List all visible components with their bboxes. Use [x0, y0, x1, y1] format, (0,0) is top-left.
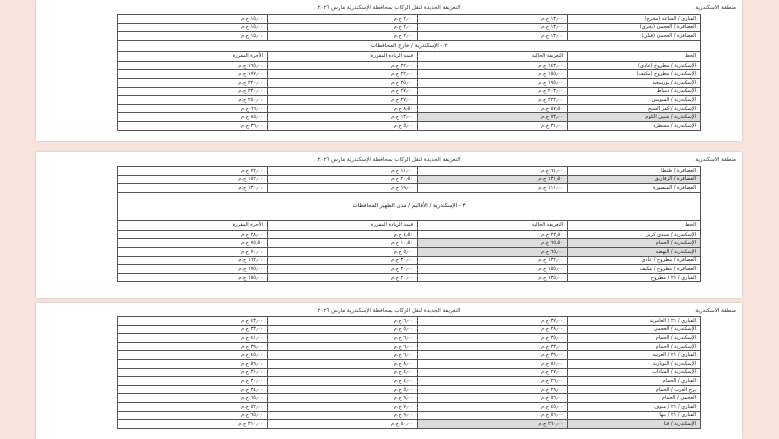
fare-cell: ١٥٫٠٠ ج.م — [118, 23, 268, 32]
fare-cell: ١٣٠٫٠٠ ج.م — [118, 184, 268, 193]
table-row — [118, 121, 701, 130]
table-row — [118, 87, 701, 96]
fare-cell: ٦٦٫٠٠ ج.م — [118, 104, 268, 113]
table-row — [118, 78, 701, 87]
table-row — [118, 175, 701, 184]
fare-cell: ٢٥٫٠٠ ج.م — [268, 78, 418, 87]
route-cell: برج العرب / الحمام — [568, 385, 701, 394]
route-cell: الإسكندرية / مسطرد — [568, 121, 701, 130]
fare-cell: ٩٫٠٠ ج.م — [268, 394, 418, 403]
fare-cell: ٢٣٠٫٠٠ ج.م — [118, 87, 268, 96]
fare-cell: ٣٣٫٠٠ ج.م — [118, 325, 268, 334]
table-row — [118, 256, 701, 265]
route-cell: الإسكندرية / السويس — [568, 96, 701, 105]
fare-cell: ١٩٥٫٠٠ ج.م — [418, 78, 568, 87]
fare-cell: ٣٦٫٠٠ ج.م — [118, 121, 268, 130]
table-row — [118, 334, 701, 343]
fare-cell: ٢٫٠٠ ج.م — [268, 32, 418, 41]
page-title: التعريفة الجديدة لنقل الركاب بمحافظة الإسكندرية مارس ٢٠٢٦ — [317, 5, 461, 11]
fare-cell: ٨٥٫٠٠ ج.م — [118, 113, 268, 122]
fare-cell: ١٥٥٫٠٠ ج.م — [418, 265, 568, 274]
table-row — [118, 15, 701, 24]
table-row — [118, 317, 701, 326]
document-page-3 — [36, 303, 742, 439]
table-row — [118, 70, 701, 79]
fare-cell: ٣٥٫٠٠ ج.م — [418, 334, 568, 343]
fare-cell: ١٥٫٠٠ ج.م — [118, 15, 268, 24]
route-cell: الإسكندرية / قنا — [568, 420, 701, 429]
table-row — [118, 377, 701, 386]
fare-cell: ١٦٢٫٠٠ ج.م — [118, 256, 268, 265]
fare-cell: ٢٨٫٠٠ ج.م — [418, 325, 568, 334]
fare-cell: ٣٤٫٠٠ ج.م — [118, 385, 268, 394]
route-cell: العصافرة / الزقازيق — [568, 175, 701, 184]
route-cell: الإسكندرية / بورسعيد — [568, 78, 701, 87]
fare-cell: ١٣٫٠٠ ج.م — [268, 113, 418, 122]
fare-cell: ٤١٫٠٠ ج.م — [118, 334, 268, 343]
column-header: الخط — [568, 51, 701, 61]
header-row — [118, 51, 701, 61]
fare-cell: ٣١٫٠٠ ج.م — [418, 121, 568, 130]
fare-cell: ٢٨٫٠٠ ج.م — [118, 230, 268, 239]
table-row — [118, 273, 701, 282]
fare-cell: ١٥٥٫٠٠ ج.م — [418, 70, 568, 79]
fare-cell: ٧٠٫٠٠ ج.م — [118, 247, 268, 256]
fare-cell: ٣٠٫٠٠ ج.م — [118, 377, 268, 386]
column-header: قيمة الزيادة المقررة — [268, 220, 418, 230]
fare-cell: ١٣٥٫٠٠ ج.م — [418, 273, 568, 282]
fare-cell: ٤٫٥٠ ج.م — [268, 230, 418, 239]
section-heading: ٣ - الإسكندرية / الأقاليم / مدن الظهير المحافظات — [118, 192, 701, 220]
fare-cell: ٢٠٫٠٠ ج.م — [268, 273, 418, 282]
fare-cell: ١٣١٫٥٠ ج.م — [418, 175, 568, 184]
region-label: منطقة الاسكندرية — [695, 5, 736, 11]
fare-cell: ٣٠٫٠٠ ج.م — [268, 256, 418, 265]
route-cell: العصافرة / مطروح / مكيف — [568, 265, 701, 274]
route-cell: العجمي / الحمام — [568, 394, 701, 403]
fare-cell: ٢٢٫٠٠ ج.م — [268, 70, 418, 79]
table-row — [118, 368, 701, 377]
route-cell: الإسكندرية / السادات — [568, 368, 701, 377]
fare-cell: ٢٦٫٠٠ ج.م — [418, 377, 568, 386]
fare-cell: ٢٥٠٫٠٠ ج.م — [118, 96, 268, 105]
column-header: الأجرة المقررة — [118, 51, 268, 61]
route-cell: القباري / الحمام — [568, 377, 701, 386]
fare-cell: ٦٫٠٠ ج.م — [268, 334, 418, 343]
table-row — [118, 265, 701, 274]
fare-cell: ٥٫٠٠ ج.م — [268, 247, 418, 256]
table-row — [118, 167, 701, 176]
column-header: التعريفة الحالية — [418, 51, 568, 61]
fare-cell: ٣٣٫٠٠ ج.م — [418, 342, 568, 351]
table-row — [118, 342, 701, 351]
fare-cell: ٣١٠٫٠٠ ج.م — [118, 420, 268, 429]
fare-cell: ٨٫٠٠ ج.م — [268, 359, 418, 368]
fare-cell: ٢٧٫٠٠ ج.م — [268, 96, 418, 105]
route-cell: القباري / ٢١ / مطروح — [568, 273, 701, 282]
fare-cell: ١٣٫٠٠ ج.م — [418, 15, 568, 24]
table-row — [118, 184, 701, 193]
fare-cell: ٣٩٫٠٠ ج.م — [118, 342, 268, 351]
table-row — [118, 385, 701, 394]
route-cell: الإسكندرية / مطروح (مكيف) — [568, 70, 701, 79]
table-row — [118, 359, 701, 368]
table-row — [118, 23, 701, 32]
table-row — [118, 325, 701, 334]
route-cell: القباري / ٢١ / الغربية — [568, 351, 701, 360]
fare-cell: ٦٫٠٠ ج.م — [268, 317, 418, 326]
fare-cell: ٤٫٠٠ ج.م — [268, 377, 418, 386]
fare-cell: ٢٧٫٠٠ ج.م — [268, 87, 418, 96]
table-row — [118, 230, 701, 239]
route-cell: العصافرة / العجمي (قبلي) — [568, 32, 701, 41]
fare-cell: ٢٢٠٫٠٠ ج.م — [118, 78, 268, 87]
fare-cell: ٦٥٫٠٠ ج.م — [118, 394, 268, 403]
fare-cell: ٩٫٠٠ ج.م — [268, 411, 418, 420]
fare-cell: ٥٧٫٥٠ ج.م — [418, 104, 568, 113]
region-label: منطقة الاسكندرية — [695, 157, 736, 163]
fare-cell: ١٥٥٫٠٠ ج.م — [118, 273, 268, 282]
route-cell: الإسكندرية / النهضة — [568, 247, 701, 256]
table-row — [118, 402, 701, 411]
table-row — [118, 351, 701, 360]
table-row — [118, 394, 701, 403]
fare-cell: ٤٥٫٠٠ ج.م — [418, 402, 568, 411]
fare-cell: ٦١٫٠٠ ج.م — [418, 167, 568, 176]
fare-cell: ٢٠٫٥٠ ج.م — [268, 175, 418, 184]
fare-cell: ٦٫٠٠ ج.م — [268, 342, 418, 351]
fare-cell: ٦٥٫٠٠ ج.م — [418, 247, 568, 256]
column-header: الخط — [568, 220, 701, 230]
table-row — [118, 61, 701, 70]
table-row — [118, 247, 701, 256]
fare-cell: ٧٢٫٠٠ ج.م — [118, 167, 268, 176]
fare-cell: ١٧٥٫٠٠ ج.م — [118, 265, 268, 274]
route-cell: الإسكندرية / الحمام — [568, 334, 701, 343]
section-row — [118, 40, 701, 51]
table-row — [118, 104, 701, 113]
fare-cell: ٥٫٠٠ ج.م — [268, 325, 418, 334]
route-cell: العصافرة / المنصورة — [568, 184, 701, 193]
fare-cell: ١٣٫٠٠ ج.م — [418, 32, 568, 41]
fare-cell: ٥١٫٠٠ ج.م — [418, 359, 568, 368]
region-label: منطقة الاسكندرية — [695, 308, 736, 314]
fare-cell: ٢٠٣٫٠٠ ج.م — [418, 87, 568, 96]
route-cell: القباري / ٢١ / منوف — [568, 402, 701, 411]
fare-cell: ١١٫٠٠ ج.م — [268, 167, 418, 176]
fare-cell: ٥٦٫٠٠ ج.م — [418, 394, 568, 403]
fare-cell: ١٦٥٫٠٠ ج.م — [118, 61, 268, 70]
fare-cell: ١٠٫٥٠ ج.م — [268, 239, 418, 248]
fare-cell: ٢٠٫٠٠ ج.م — [268, 265, 418, 274]
route-cell: العصافرة / مطروح / عادي — [568, 256, 701, 265]
route-cell: الإسكندرية / العجمي — [568, 325, 701, 334]
fare-table — [117, 14, 701, 131]
column-header: التعريفة الحالية — [418, 220, 568, 230]
fare-table — [117, 316, 701, 429]
document-page-2 — [36, 152, 742, 298]
route-cell: الإسكندرية / كفر الشيخ — [568, 104, 701, 113]
fare-cell: ٢٢٣٫٠٠ ج.م — [418, 96, 568, 105]
fare-cell: ٥٫٠٠ ج.م — [268, 121, 418, 130]
fare-cell: ٢٩٫٠٠ ج.م — [418, 385, 568, 394]
column-header: قيمة الزيادة المقررة — [268, 51, 418, 61]
fare-cell: ٥٠٫٠٠ ج.م — [268, 420, 418, 429]
fare-cell: ٨٫٥٠ ج.م — [268, 104, 418, 113]
section-heading: ٢ - الإسكندرية / خارج المحافظات — [118, 40, 701, 51]
header-row — [118, 220, 701, 230]
fare-cell: ١٥٢٫٠٠ ج.م — [118, 175, 268, 184]
route-cell: الإسكندرية / دمياط — [568, 87, 701, 96]
route-cell: القباري / الساعة (مخرج) — [568, 15, 701, 24]
fare-cell: ٤٫٠٠ ج.م — [268, 368, 418, 377]
fare-cell: ٧٫٠٠ ج.م — [268, 402, 418, 411]
fare-cell: ٢٣٫٥٠ ج.م — [418, 230, 568, 239]
route-cell: العصافرة / العجمي (بحري) — [568, 23, 701, 32]
fare-cell: ١٧٧٫٠٠ ج.م — [118, 70, 268, 79]
fare-cell: ٦٫٠٠ ج.م — [268, 351, 418, 360]
table-row — [118, 32, 701, 41]
fare-cell: ٤٣٫٠٠ ج.م — [118, 317, 268, 326]
fare-cell: ١٣٫٠٠ ج.م — [418, 23, 568, 32]
fare-cell: ٢٫٠٠ ج.م — [268, 23, 418, 32]
fare-cell: ٦٥٫٠٠ ج.م — [118, 411, 268, 420]
route-cell: القباري / ٢١ / العامرية — [568, 317, 701, 326]
route-cell: الإسكندرية / سيدي كرير — [568, 230, 701, 239]
route-cell: الإسكندرية / الحمام — [568, 342, 701, 351]
route-cell: الإسكندرية / شبين الكوم — [568, 113, 701, 122]
fare-cell: ٥٩٫٠٠ ج.م — [118, 359, 268, 368]
table-row — [118, 239, 701, 248]
fare-cell: ١٣٢٫٠٠ ج.م — [418, 256, 568, 265]
fare-cell: ٣٩٫٠٠ ج.م — [418, 351, 568, 360]
page-title: التعريفة الجديدة لنقل الركاب بمحافظة الإسكندرية مارس ٢٠٢٦ — [317, 157, 461, 163]
fare-cell: ٥٫٠٠ ج.م — [268, 385, 418, 394]
fare-cell: ٦٥٫٥٠ ج.م — [418, 239, 568, 248]
route-cell: القباري / ٢١ / بنها — [568, 411, 701, 420]
table-row — [118, 411, 701, 420]
fare-cell: ٢٫٠٠ ج.م — [268, 15, 418, 24]
fare-cell: ٧٣٫٠٠ ج.م — [418, 113, 568, 122]
route-cell: الإسكندرية / النوبارية — [568, 359, 701, 368]
fare-cell: ١٤٣٫٠٠ ج.م — [418, 61, 568, 70]
fare-cell: ٣٧٫٠٠ ج.م — [418, 317, 568, 326]
fare-cell: ٢٦٠٫٠٠ ج.م — [418, 420, 568, 429]
section-row — [118, 192, 701, 220]
fare-cell: ١٩٫٠٠ ج.م — [268, 184, 418, 193]
fare-cell: ٢٧٫٠٠ ج.م — [418, 368, 568, 377]
table-row — [118, 420, 701, 429]
fare-cell: ٥٢٫٠٠ ج.م — [118, 402, 268, 411]
route-cell: العصافرة / طنطا — [568, 167, 701, 176]
document-page-1 — [36, 0, 742, 141]
fare-table — [117, 166, 701, 282]
fare-cell: ٥٦٫٠٠ ج.م — [418, 411, 568, 420]
fare-cell: ٣١٫٠٠ ج.م — [118, 368, 268, 377]
page-title: التعريفة الجديدة لنقل الركاب بمحافظة الإسكندرية مارس ٢٠٢٦ — [317, 308, 461, 314]
table-row — [118, 113, 701, 122]
fare-cell: ١١١٫٠٠ ج.م — [418, 184, 568, 193]
fare-cell: ٢٢٫٠٠ ج.م — [268, 61, 418, 70]
route-cell: الإسكندرية / الحمام — [568, 239, 701, 248]
fare-cell: ١٥٫٠٠ ج.م — [118, 32, 268, 41]
fare-cell: ٧٥٫٥٠ ج.م — [118, 239, 268, 248]
fare-cell: ٤٥٫٠٠ ج.م — [118, 351, 268, 360]
table-row — [118, 96, 701, 105]
column-header: الأجرة المقررة — [118, 220, 268, 230]
route-cell: الإسكندرية / مطروح (عادي) — [568, 61, 701, 70]
